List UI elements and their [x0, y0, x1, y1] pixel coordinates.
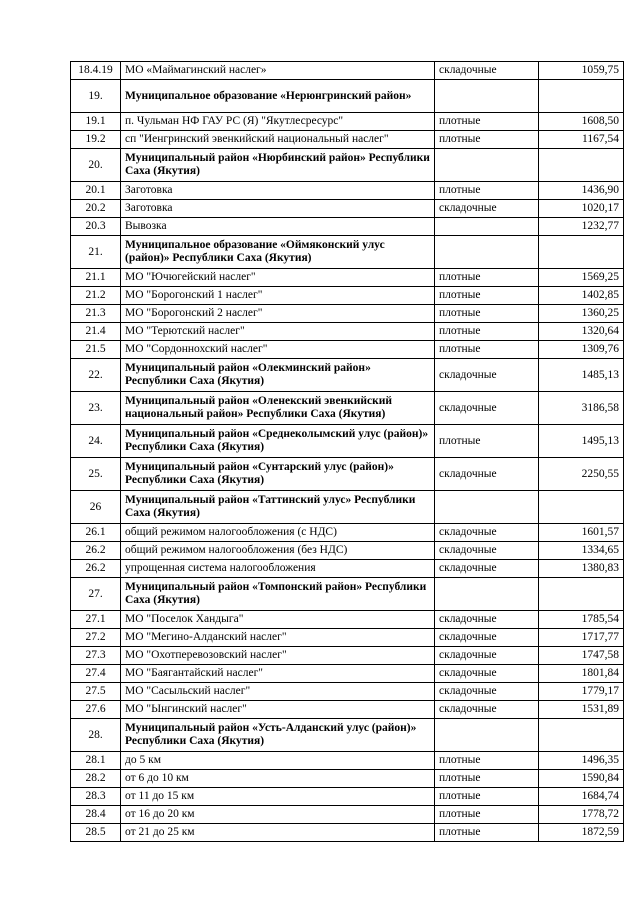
- row-name: сп "Иенгринский эвенкийский национальный наслег": [121, 131, 435, 149]
- row-price: 1590,84: [539, 770, 624, 788]
- row-name: Муниципальный район «Олекминский район» Республики Саха (Якутия): [121, 359, 435, 392]
- row-number: 26.1: [71, 524, 121, 542]
- row-price: [539, 80, 624, 113]
- row-price: 1779,17: [539, 683, 624, 701]
- row-price: 1785,54: [539, 611, 624, 629]
- row-wood-type: [435, 149, 539, 182]
- row-price: [539, 491, 624, 524]
- row-wood-type: складочные: [435, 701, 539, 719]
- row-wood-type: плотные: [435, 824, 539, 842]
- table-row: [71, 323, 624, 341]
- row-name: МО «Маймагинский наслег»: [121, 62, 435, 80]
- row-name: от 21 до 25 км: [121, 824, 435, 842]
- row-name: Муниципальное образование «Нерюнгринский район»: [121, 80, 435, 113]
- row-number: 28.5: [71, 824, 121, 842]
- table-row: [71, 578, 624, 611]
- row-price: 1485,13: [539, 359, 624, 392]
- row-number: 27.4: [71, 665, 121, 683]
- row-number: 20.1: [71, 182, 121, 200]
- table-row: [71, 770, 624, 788]
- row-name: МО "Борогонский 1 наслег": [121, 287, 435, 305]
- table-row: [71, 560, 624, 578]
- row-wood-type: плотные: [435, 182, 539, 200]
- row-wood-type: складочные: [435, 665, 539, 683]
- row-wood-type: складочные: [435, 200, 539, 218]
- row-price: 1380,83: [539, 560, 624, 578]
- row-price: 1801,84: [539, 665, 624, 683]
- table-row: [71, 269, 624, 287]
- row-name: Вывозка: [121, 218, 435, 236]
- row-name: от 11 до 15 км: [121, 788, 435, 806]
- row-wood-type: плотные: [435, 425, 539, 458]
- row-wood-type: складочные: [435, 683, 539, 701]
- row-wood-type: плотные: [435, 806, 539, 824]
- table-row: [71, 131, 624, 149]
- row-name: от 6 до 10 км: [121, 770, 435, 788]
- table-row: [71, 305, 624, 323]
- row-price: [539, 236, 624, 269]
- row-name: Муниципальный район «Среднеколымский улус (район)» Республики Саха (Якутия): [121, 425, 435, 458]
- row-name: МО "Баягантайский наслег": [121, 665, 435, 683]
- row-price: 1334,65: [539, 542, 624, 560]
- table-row: [71, 611, 624, 629]
- row-wood-type: плотные: [435, 287, 539, 305]
- row-number: 27.: [71, 578, 121, 611]
- row-price: 1608,50: [539, 113, 624, 131]
- row-wood-type: складочные: [435, 611, 539, 629]
- row-price: 1309,76: [539, 341, 624, 359]
- row-price: 1059,75: [539, 62, 624, 80]
- row-price: 1531,89: [539, 701, 624, 719]
- table-row: [71, 425, 624, 458]
- row-price: 1717,77: [539, 629, 624, 647]
- row-name: МО "Мегино-Алданский наслег": [121, 629, 435, 647]
- row-number: 28.4: [71, 806, 121, 824]
- row-name: Заготовка: [121, 200, 435, 218]
- table-row: [71, 392, 624, 425]
- row-name: Муниципальный район «Оленекский эвенкийский национальный район» Республики Саха (Якутия): [121, 392, 435, 425]
- table-row: [71, 458, 624, 491]
- row-wood-type: складочные: [435, 647, 539, 665]
- row-wood-type: [435, 236, 539, 269]
- table-row: [71, 683, 624, 701]
- table-row: [71, 149, 624, 182]
- row-price: 1167,54: [539, 131, 624, 149]
- table-row: [71, 182, 624, 200]
- row-number: 20.: [71, 149, 121, 182]
- row-number: 26: [71, 491, 121, 524]
- row-number: 23.: [71, 392, 121, 425]
- row-wood-type: [435, 218, 539, 236]
- row-name: Заготовка: [121, 182, 435, 200]
- row-name: МО "Сасыльский наслег": [121, 683, 435, 701]
- table-row: [71, 491, 624, 524]
- row-number: 21.4: [71, 323, 121, 341]
- row-number: 27.2: [71, 629, 121, 647]
- table-row: [71, 341, 624, 359]
- table-row: [71, 647, 624, 665]
- row-number: 19.1: [71, 113, 121, 131]
- table-row: [71, 701, 624, 719]
- row-wood-type: плотные: [435, 752, 539, 770]
- table-row: [71, 629, 624, 647]
- table-row: [71, 719, 624, 752]
- table-row: [71, 113, 624, 131]
- row-wood-type: плотные: [435, 770, 539, 788]
- row-number: 21.: [71, 236, 121, 269]
- row-price: 1020,17: [539, 200, 624, 218]
- row-wood-type: плотные: [435, 113, 539, 131]
- table-row: [71, 80, 624, 113]
- row-wood-type: плотные: [435, 305, 539, 323]
- row-number: 28.2: [71, 770, 121, 788]
- table-row: [71, 236, 624, 269]
- row-price: 1232,77: [539, 218, 624, 236]
- row-number: 20.2: [71, 200, 121, 218]
- row-name: МО "Терютский наслег": [121, 323, 435, 341]
- row-number: 28.1: [71, 752, 121, 770]
- row-number: 27.3: [71, 647, 121, 665]
- table-row: [71, 287, 624, 305]
- row-number: 21.1: [71, 269, 121, 287]
- row-price: 2250,55: [539, 458, 624, 491]
- row-number: 27.1: [71, 611, 121, 629]
- row-price: 1747,58: [539, 647, 624, 665]
- row-name: МО "Поселок Хандыга": [121, 611, 435, 629]
- row-number: 27.5: [71, 683, 121, 701]
- row-number: 21.5: [71, 341, 121, 359]
- row-name: Муниципальный район «Нюрбинский район» Республики Саха (Якутия): [121, 149, 435, 182]
- row-number: 28.3: [71, 788, 121, 806]
- row-wood-type: складочные: [435, 62, 539, 80]
- row-number: 19.2: [71, 131, 121, 149]
- row-number: 26.2: [71, 542, 121, 560]
- row-number: 27.6: [71, 701, 121, 719]
- row-price: 1569,25: [539, 269, 624, 287]
- row-price: 1496,35: [539, 752, 624, 770]
- row-price: 1402,85: [539, 287, 624, 305]
- row-wood-type: плотные: [435, 323, 539, 341]
- row-wood-type: складочные: [435, 458, 539, 491]
- row-number: 21.3: [71, 305, 121, 323]
- row-wood-type: [435, 578, 539, 611]
- row-number: 25.: [71, 458, 121, 491]
- row-name: Муниципальный район «Томпонский район» Республики Саха (Якутия): [121, 578, 435, 611]
- row-price: 1684,74: [539, 788, 624, 806]
- row-name: п. Чульман НФ ГАУ РС (Я) "Якутлесресурс": [121, 113, 435, 131]
- row-name: от 16 до 20 км: [121, 806, 435, 824]
- row-price: 1360,25: [539, 305, 624, 323]
- row-wood-type: складочные: [435, 392, 539, 425]
- row-wood-type: плотные: [435, 269, 539, 287]
- row-name: МО "Ынгинский наслег": [121, 701, 435, 719]
- table-row: [71, 665, 624, 683]
- row-name: общий режимом налогообложения (без НДС): [121, 542, 435, 560]
- row-price: 1778,72: [539, 806, 624, 824]
- row-wood-type: плотные: [435, 788, 539, 806]
- table-row: [71, 218, 624, 236]
- row-price: 1495,13: [539, 425, 624, 458]
- row-name: МО "Ючюгейский наслег": [121, 269, 435, 287]
- row-number: 18.4.19: [71, 62, 121, 80]
- table-row: [71, 542, 624, 560]
- row-name: МО "Сордоннохский наслег": [121, 341, 435, 359]
- table-row: [71, 788, 624, 806]
- row-wood-type: складочные: [435, 524, 539, 542]
- table-row: [71, 359, 624, 392]
- row-wood-type: складочные: [435, 359, 539, 392]
- row-wood-type: складочные: [435, 629, 539, 647]
- row-price: [539, 578, 624, 611]
- table-body: [71, 62, 624, 842]
- row-price: 1320,64: [539, 323, 624, 341]
- row-wood-type: [435, 491, 539, 524]
- price-table: [70, 61, 624, 842]
- row-price: 1601,57: [539, 524, 624, 542]
- row-name: МО "Борогонский 2 наслег": [121, 305, 435, 323]
- row-number: 20.3: [71, 218, 121, 236]
- row-name: упрощенная система налогообложения: [121, 560, 435, 578]
- row-number: 19.: [71, 80, 121, 113]
- row-price: [539, 719, 624, 752]
- row-wood-type: плотные: [435, 341, 539, 359]
- table-row: [71, 806, 624, 824]
- row-name: МО "Охотперевозовский наслег": [121, 647, 435, 665]
- table-row: [71, 524, 624, 542]
- row-number: 26.2: [71, 560, 121, 578]
- row-wood-type: [435, 80, 539, 113]
- row-number: 24.: [71, 425, 121, 458]
- row-wood-type: складочные: [435, 542, 539, 560]
- row-name: Муниципальный район «Сунтарский улус (район)» Республики Саха (Якутия): [121, 458, 435, 491]
- row-wood-type: [435, 719, 539, 752]
- table-row: [71, 200, 624, 218]
- row-price: [539, 149, 624, 182]
- table-row: [71, 824, 624, 842]
- table-row: [71, 752, 624, 770]
- row-price: 3186,58: [539, 392, 624, 425]
- row-wood-type: плотные: [435, 131, 539, 149]
- row-name: Муниципальное образование «Оймяконский улус (район)» Республики Саха (Якутия): [121, 236, 435, 269]
- row-number: 22.: [71, 359, 121, 392]
- row-number: 28.: [71, 719, 121, 752]
- row-number: 21.2: [71, 287, 121, 305]
- row-name: Муниципальный район «Усть-Алданский улус (район)» Республики Саха (Якутия): [121, 719, 435, 752]
- table-row: [71, 62, 624, 80]
- row-name: до 5 км: [121, 752, 435, 770]
- row-price: 1872,59: [539, 824, 624, 842]
- row-name: Муниципальный район «Таттинский улус» Республики Саха (Якутия): [121, 491, 435, 524]
- row-wood-type: складочные: [435, 560, 539, 578]
- row-name: общий режимом налогообложения (с НДС): [121, 524, 435, 542]
- row-price: 1436,90: [539, 182, 624, 200]
